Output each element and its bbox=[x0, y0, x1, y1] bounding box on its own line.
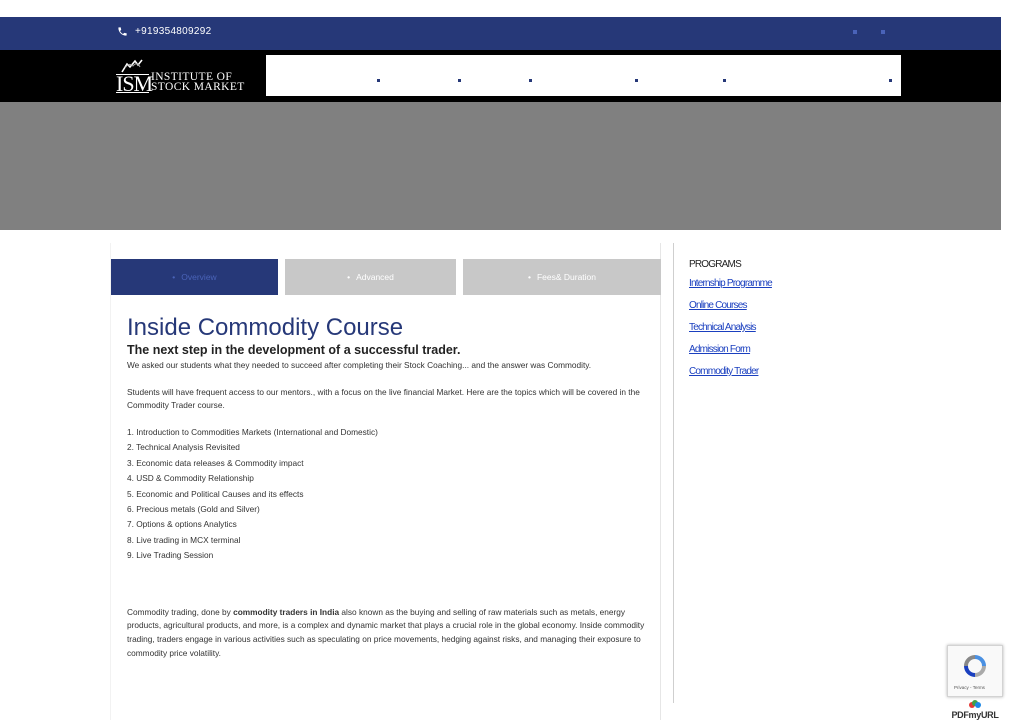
sidebar-item-commodity-trader[interactable]: Commodity Trader bbox=[689, 366, 759, 377]
pdfmyurl-logo-icon bbox=[968, 700, 982, 710]
intro-paragraph: We asked our students what they needed to succeed after completing their Stock Coaching... and the answer was Commodity. bbox=[127, 360, 592, 370]
page-banner bbox=[0, 102, 1001, 230]
paragraph-text: also known as the buying and selling of raw materials such as metals, energy products, agricultural products, and more, is a complex and dynamic market that plays a crucial role in the global economy. Inside commodity trading, traders engage in various activities such as speculating on price movements, hedging against risks, and managing their exposure to commodity price volatility. bbox=[127, 606, 645, 659]
list-item: 1. Introduction to Commodities Markets (International and Domestic) bbox=[127, 427, 378, 437]
logo-text bbox=[151, 72, 245, 93]
tab-label: Overview bbox=[181, 272, 217, 282]
social-icon[interactable] bbox=[853, 30, 857, 34]
list-item: 6. Precious metals (Gold and Silver) bbox=[127, 504, 260, 515]
logo-ism: ISM bbox=[116, 71, 153, 96]
bullet-icon: • bbox=[347, 272, 351, 282]
logo-mark bbox=[116, 59, 153, 96]
recaptcha-badge[interactable] bbox=[947, 645, 1003, 697]
terms-link[interactable]: Terms bbox=[972, 685, 985, 690]
list-item: 5. Economic and Political Causes and its effects bbox=[127, 488, 304, 499]
nav-menu bbox=[266, 55, 901, 96]
nav-item[interactable] bbox=[889, 79, 892, 82]
social-icon[interactable] bbox=[881, 30, 885, 34]
privacy-link[interactable]: Privacy bbox=[954, 685, 969, 690]
paragraph-text: Commodity trading, done by bbox=[127, 606, 234, 617]
topics-list bbox=[127, 425, 647, 564]
nav-item[interactable] bbox=[635, 79, 638, 82]
page-title: Inside Commodity Course bbox=[127, 314, 404, 341]
site-logo[interactable] bbox=[116, 59, 245, 96]
course-content bbox=[110, 243, 661, 720]
sidebar-item-admission-form[interactable]: Admission Form bbox=[689, 344, 751, 355]
course-body bbox=[127, 315, 647, 661]
commodity-trading-paragraph bbox=[127, 606, 647, 661]
course-tabs bbox=[111, 259, 662, 295]
phone-icon bbox=[117, 26, 128, 37]
list-item: 9. Live Trading Session bbox=[127, 550, 214, 561]
keyword-link[interactable]: commodity traders in India bbox=[233, 606, 340, 617]
nav-item[interactable] bbox=[458, 79, 461, 82]
list-item: 4. USD & Commodity Relationship bbox=[127, 473, 254, 484]
sidebar-item-technical-analysis[interactable]: Technical Analysis bbox=[689, 322, 756, 333]
main-navbar bbox=[0, 50, 1001, 102]
bullet-icon: • bbox=[172, 272, 176, 282]
tab-label: Fees& Duration bbox=[536, 272, 597, 282]
separator: - bbox=[968, 685, 973, 690]
nav-item[interactable] bbox=[377, 79, 380, 82]
nav-item[interactable] bbox=[529, 79, 532, 82]
tab-label: Advanced bbox=[356, 272, 394, 282]
course-subtitle: The next step in the development of a successful trader. bbox=[127, 343, 461, 357]
phone-number: +919354809292 bbox=[135, 26, 212, 37]
nav-item[interactable] bbox=[723, 79, 726, 82]
list-item: 3. Economic data releases & Commodity impact bbox=[127, 457, 304, 468]
access-paragraph: Students will have frequent access to our mentors., with a focus on the live financial Market. Here are the topics which will be covered in the Commodity Trader course. bbox=[127, 387, 640, 410]
list-item: 8. Live trading in MCX terminal bbox=[127, 534, 241, 545]
logo-line-2: STOCK MARKET bbox=[151, 81, 245, 93]
tab-overview[interactable] bbox=[111, 259, 278, 295]
logo-line-1: INSTITUTE OF bbox=[151, 71, 233, 83]
programs-sidebar bbox=[673, 243, 873, 703]
recaptcha-icon bbox=[961, 652, 989, 680]
sidebar-item-internship[interactable]: Internship Programme bbox=[689, 278, 772, 289]
tab-advanced[interactable] bbox=[285, 259, 456, 295]
phone-contact[interactable] bbox=[117, 26, 211, 37]
tab-fees-duration[interactable] bbox=[463, 259, 661, 295]
list-item: 2. Technical Analysis Revisited bbox=[127, 442, 240, 453]
recaptcha-links bbox=[954, 685, 985, 690]
sidebar-item-online-courses[interactable]: Online Courses bbox=[689, 300, 747, 311]
top-bar bbox=[0, 17, 1001, 50]
pdfmyurl-badge[interactable] bbox=[945, 700, 1005, 720]
pdfmyurl-label: PDFmyURL bbox=[951, 710, 999, 720]
bullet-icon: • bbox=[527, 272, 531, 282]
sidebar-title: PROGRAMS bbox=[689, 259, 741, 270]
list-item: 7. Options & options Analytics bbox=[127, 519, 237, 530]
